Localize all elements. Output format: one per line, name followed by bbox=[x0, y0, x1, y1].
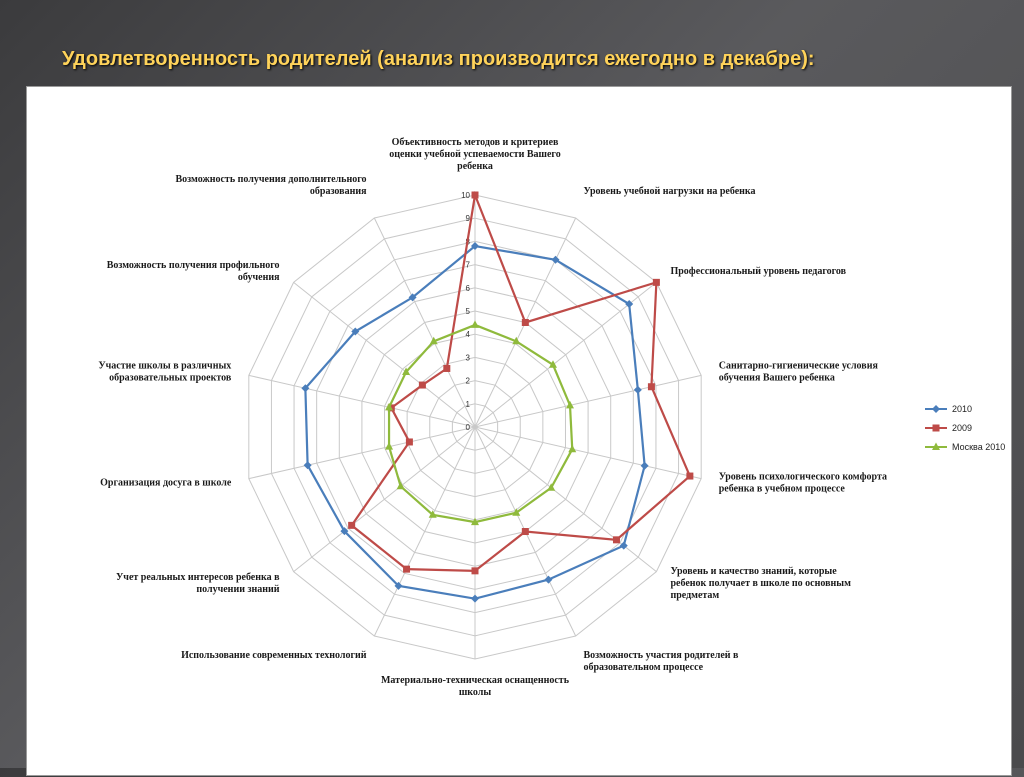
category-label bbox=[176, 174, 368, 197]
category-label bbox=[116, 572, 280, 595]
category-label-line: Материально-техническая оснащенность bbox=[380, 675, 570, 686]
category-label bbox=[100, 478, 232, 489]
data-point bbox=[406, 438, 413, 445]
category-label-line: обучения Вашего ребенка bbox=[718, 372, 835, 384]
category-label-line: Использование современных технологий bbox=[181, 650, 367, 662]
category-label-line: ребенок получает в школе по основным bbox=[670, 577, 851, 589]
category-label-line: Уровень психологического комфорта bbox=[718, 471, 888, 483]
tick-label: 0 bbox=[465, 423, 470, 432]
legend-label: 2009 bbox=[952, 423, 973, 433]
data-point bbox=[641, 462, 649, 470]
data-point bbox=[648, 383, 655, 390]
data-point bbox=[522, 319, 529, 326]
data-point bbox=[471, 595, 479, 603]
data-point bbox=[544, 576, 552, 584]
data-series bbox=[301, 192, 693, 603]
category-label-line: Организация досуга в школе bbox=[100, 477, 232, 489]
tick-label: 7 bbox=[465, 260, 470, 270]
category-labels bbox=[98, 137, 887, 698]
legend-item bbox=[925, 404, 972, 414]
tick-label: 4 bbox=[465, 330, 470, 340]
category-label-line: обучения bbox=[237, 272, 280, 284]
legend bbox=[925, 404, 1005, 452]
slide-title: Удовлетворенность родителей (анализ производится ежегодно в декабре): bbox=[62, 48, 815, 70]
category-label-line: Возможность получения профильного bbox=[106, 260, 280, 272]
legend-marker bbox=[933, 425, 940, 432]
category-label-line: Уровень и качество знаний, которые bbox=[670, 565, 837, 577]
category-label-line: образовательных проектов bbox=[109, 372, 232, 384]
data-point bbox=[403, 566, 410, 573]
category-label-line: школы bbox=[458, 687, 492, 698]
category-label-line: Участие школы в различных bbox=[98, 360, 232, 372]
category-label bbox=[583, 186, 755, 197]
category-label-line: ребенка bbox=[457, 161, 493, 172]
data-point bbox=[613, 536, 620, 543]
category-label bbox=[583, 650, 739, 673]
category-label-line: Уровень учебной нагрузки на ребенка bbox=[583, 185, 756, 197]
data-point bbox=[419, 382, 426, 389]
category-label bbox=[719, 472, 887, 495]
data-point bbox=[472, 192, 479, 199]
category-label-line: Возможность получения дополнительного bbox=[175, 173, 367, 185]
radar-chart bbox=[27, 87, 1013, 777]
category-label bbox=[107, 260, 280, 283]
category-label-line: Профессиональный уровень педагогов bbox=[670, 266, 847, 278]
category-label-line: Учет реальных интересов ребенка в bbox=[115, 571, 280, 583]
tick-label: 2 bbox=[465, 376, 470, 386]
tick-label: 10 bbox=[461, 191, 470, 200]
category-label-line: ребенка в учебном процессе bbox=[718, 483, 845, 495]
data-point bbox=[472, 567, 479, 574]
tick-label: 6 bbox=[465, 283, 470, 293]
tick-label: 3 bbox=[465, 353, 470, 363]
tick-label: 8 bbox=[465, 237, 470, 247]
tick-label: 9 bbox=[465, 214, 470, 224]
data-point bbox=[686, 473, 693, 480]
chart-panel bbox=[26, 86, 1012, 776]
category-label-line: образования bbox=[309, 185, 367, 197]
legend-item bbox=[925, 442, 1005, 452]
category-label-line: образовательном процессе bbox=[583, 662, 704, 674]
data-point bbox=[443, 365, 450, 372]
category-label-line: предметам bbox=[670, 589, 720, 601]
grid-spoke bbox=[294, 427, 475, 572]
data-point bbox=[522, 528, 529, 535]
legend-label: Москва 2010 bbox=[952, 442, 1006, 452]
category-label bbox=[381, 675, 570, 698]
legend-label: 2010 bbox=[952, 404, 973, 414]
category-label bbox=[670, 566, 851, 601]
data-point bbox=[634, 386, 642, 394]
data-point bbox=[653, 279, 660, 286]
category-label-line: Возможность участия родителей в bbox=[583, 650, 739, 662]
category-label bbox=[98, 360, 232, 383]
category-label-line: Объективность методов и критериев bbox=[391, 137, 559, 148]
category-label bbox=[670, 266, 846, 277]
grid-spoke bbox=[294, 282, 475, 427]
category-label bbox=[389, 137, 560, 172]
category-label-line: получении знаний bbox=[196, 583, 280, 595]
legend-item bbox=[925, 423, 972, 433]
category-label bbox=[181, 650, 367, 661]
series-line bbox=[389, 325, 572, 522]
data-point bbox=[471, 320, 479, 328]
data-point bbox=[348, 522, 355, 529]
tick-label: 1 bbox=[465, 399, 470, 409]
category-label bbox=[719, 360, 879, 383]
tick-label: 5 bbox=[465, 307, 470, 316]
radar-grid bbox=[249, 195, 701, 659]
legend-marker bbox=[932, 405, 940, 413]
category-label-line: оценки учебной успеваемости Вашего bbox=[389, 149, 561, 160]
category-label-line: Санитарно-гигиенические условия bbox=[718, 360, 878, 372]
